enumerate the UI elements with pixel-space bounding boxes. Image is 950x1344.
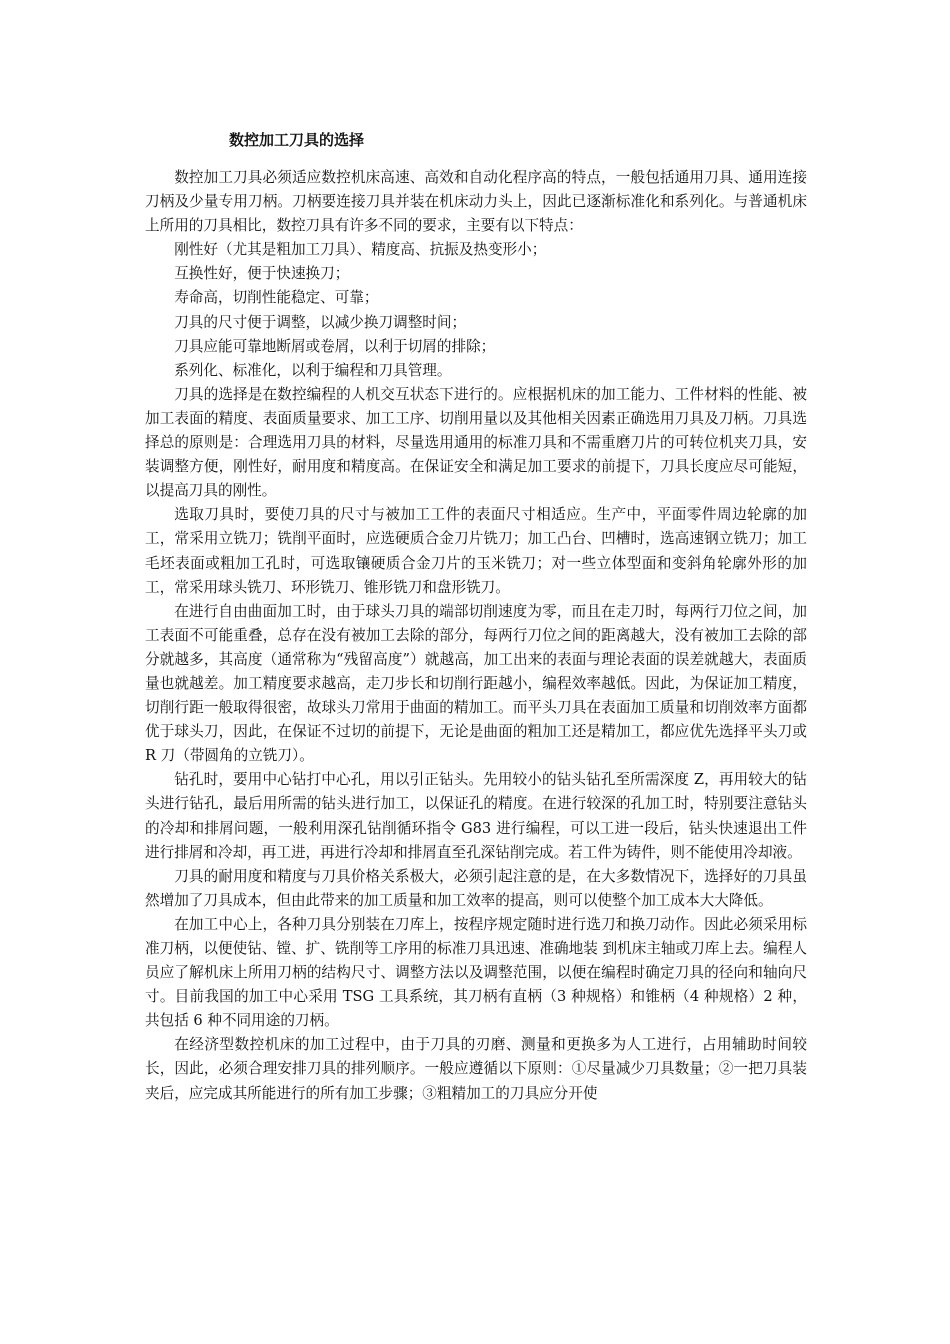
paragraph-tool-size: 选取刀具时，要使刀具的尺寸与被加工工件的表面尺寸相适应。生产中，平面零件周边轮廓的加工，常采用立铣刀；铣削平面时，应选硬质合金刀片铣刀；加工凸台、凹槽时，选高速钢立铣刀；加工毛坯表面或粗加工孔时，可选取镶硬质合金刀片的玉米铣刀；对一些立体型面和变斜角轮廓外形的加工，常采用球头铣刀、环形铣刀、锥形铣刀和盘形铣刀。 (145, 506, 807, 596)
list-item: 寿命高，切削性能稳定、可靠； (174, 289, 379, 307)
list-item: 刀具应能可靠地断屑或卷屑，以利于切屑的排除； (174, 337, 496, 355)
paragraph-machining-center: 在加工中心上，各种刀具分别装在刀库上，按程序规定随时进行选刀和换刀动作。因此必须采用标准刀柄，以便使钻、镗、扩、铣削等工序用的标准刀具迅速、准确地装 到机床主轴或刀库上去。编程人员应了解机床上所用刀柄的结构尺寸、调整方法以及调整范围，以便在编程时确定刀具的径向和轴向尺寸。目前我国的加工中心采用 TSG 工具系统，其刀柄有直柄（3 种规格）和锥柄（4 种规格）2 种，共包括 6 种不同用途的刀柄。 (145, 915, 807, 1030)
document-body (145, 166, 807, 1106)
paragraph-economic-cnc: 在经济型数控机床的加工过程中，由于刀具的刃磨、测量和更换多为人工进行，占用辅助时间较长，因此，必须合理安排刀具的排列顺序。一般应遵循以下原则：①尽量减少刀具数量；②一把刀具装夹后，应完成其所能进行的所有加工步骤；③粗精加工的刀具应分开使 (145, 1036, 807, 1102)
paragraph-drilling: 钻孔时，要用中心钻打中心孔，用以引正钻头。先用较小的钻头钻孔至所需深度 Z，再用较大的钻头进行钻孔，最后用所需的钻头进行加工，以保证孔的精度。在进行较深的孔加工时，特别要注意钻头的冷却和排屑问题，一般利用深孔钻削循环指令 G83 进行编程，可以工进一段后，钻头快速退出工件进行排屑和冷却，再工进，再进行冷却和排屑直至孔深钻削完成。若工件为铸件，则不能使用冷却液。 (145, 771, 807, 861)
paragraph-freeform-surface: 在进行自由曲面加工时，由于球头刀具的端部切削速度为零，而且在走刀时，每两行刀位之间，加工表面不可能重叠，总存在没有被加工去除的部分，每两行刀位之间的距离越大，没有被加工去除的部分就越多，其高度（通常称为“残留高度”）就越高，加工出来的表面与理论表面的误差就越大，表面质量也就越差。加工精度要求越高，走刀步长和切削行距越小，编程效率越低。因此，为保证加工精度，切削行距一般取得很密，故球头刀常用于曲面的精加工。而平头刀具在表面加工质量和切削效率方面都优于球头刀，因此，在保证不过切的前提下，无论是曲面的粗加工还是精加工，都应优先选择平头刀或 R 刀（带圆角的立铣刀）。 (145, 602, 807, 765)
list-item: 系列化、标准化，以利于编程和刀具管理。 (174, 361, 452, 379)
paragraph-tool-life: 刀具的耐用度和精度与刀具价格关系极大，必须引起注意的是，在大多数情况下，选择好的刀具虽然增加了刀具成本，但由此带来的加工质量和加工效率的提高，则可以使整个加工成本大大降低。 (145, 867, 807, 909)
document-title: 数控加工刀具的选择 (229, 131, 365, 149)
list-item: 刀具的尺寸便于调整，以减少换刀调整时间； (174, 313, 467, 331)
list-item: 刚性好（尤其是粗加工刀具）、精度高、抗振及热变形小； (174, 241, 547, 259)
list-item: 互换性好，便于快速换刀； (174, 265, 350, 283)
paragraph-tool-selection: 刀具的选择是在数控编程的人机交互状态下进行的。应根据机床的加工能力、工件材料的性能、被加工表面的精度、表面质量要求、加工工序、切削用量以及其他相关因素正确选用刀具及刀柄。刀具选择总的原则是：合理选用刀具的材料，尽量选用通用的标准刀具和不需重磨刀片的可转位机夹刀具，安装调整方便，刚性好，耐用度和精度高。在保证安全和满足加工要求的前提下，刀具长度应尽可能短，以提高刀具的刚性。 (145, 385, 807, 500)
paragraph-intro: 数控加工刀具必须适应数控机床高速、高效和自动化程序高的特点，一般包括通用刀具、通用连接刀柄及少量专用刀柄。刀柄要连接刀具并装在机床动力头上，因此已逐渐标准化和系列化。与普通机床上所用的刀具相比，数控刀具有许多不同的要求，主要有以下特点： (145, 169, 807, 235)
